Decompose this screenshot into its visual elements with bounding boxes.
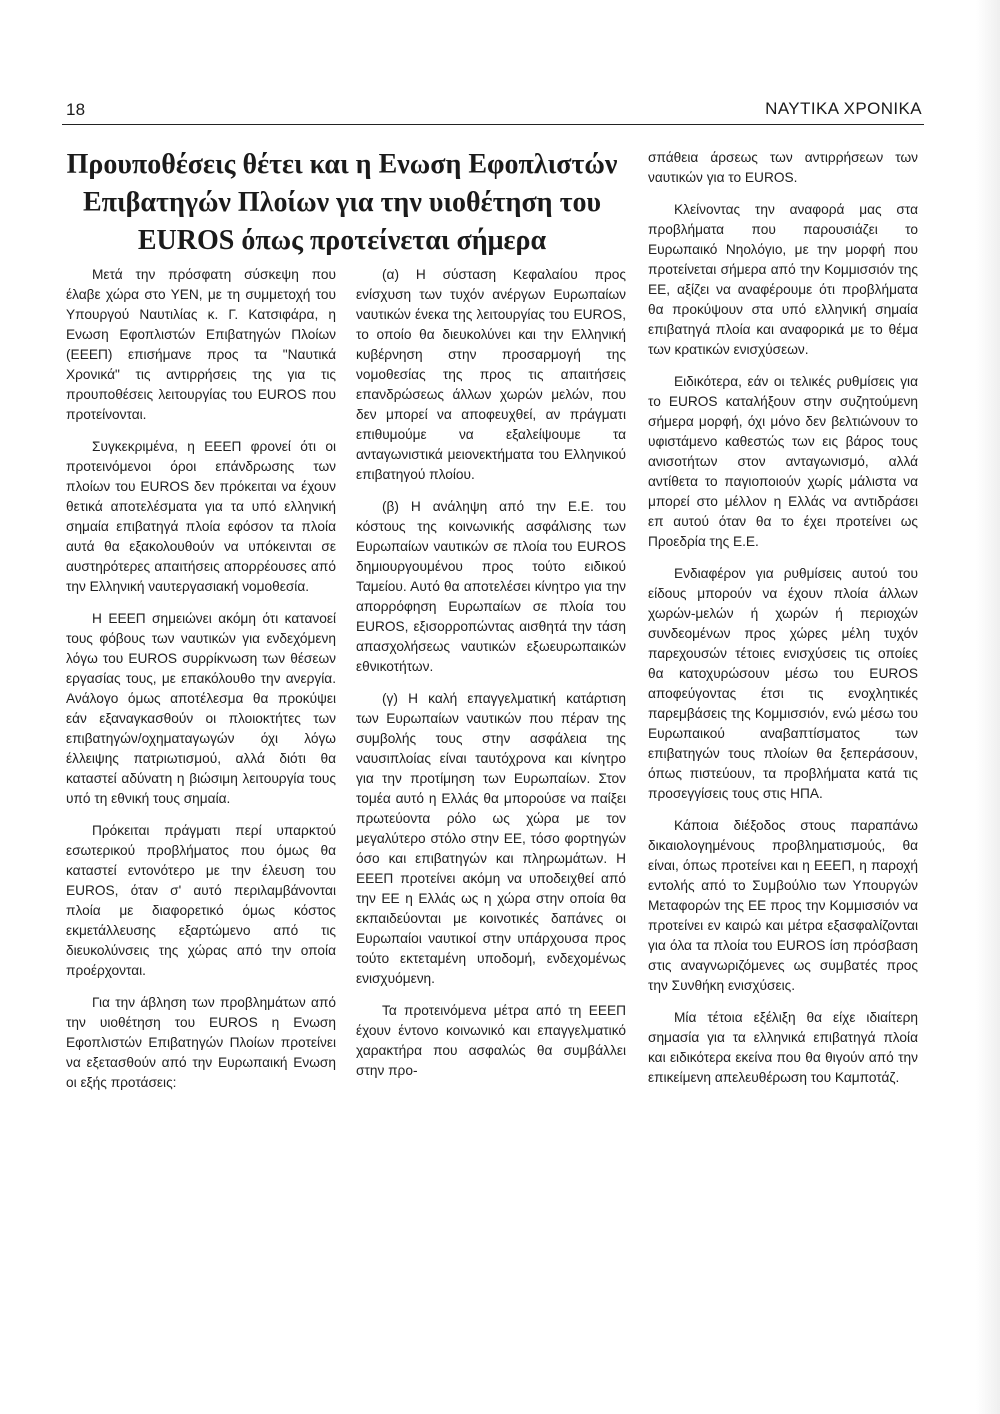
running-head: ΝΑΥΤΙΚΑ ΧΡΟΝΙΚΑ (765, 99, 922, 118)
paragraph: Ειδικότερα, εάν οι τελικές ρυθμίσεις για το EUROS καταλήξουν στην συζητούμενη σήμερα μορφή, όχι μόνο δεν βελτιώνουν το υφιστάμενο καθεστώς των εις βάρος τους ανισοτήτων στον ανταγωνισμό, αλλά αντίθετα το παγιοποιούν χωρίς μάλιστα να μπορεί στο μέλλον η Ελλάς να αντιδράσει επ αυτού όταν θα το έχει προτείνει ως Προεδρία της Ε.Ε. (648, 374, 918, 549)
headline-line: Προυποθέσεις θέτει και η Ενωση Εφοπλιστών (66, 149, 618, 180)
paragraph: Πρόκειται πράγματι περί υπαρκτού εσωτερικού προβλήματος που όμως θα καταστεί εντονότερο με την έλευση του EUROS, όταν σ' αυτό περιλαμβάνονται πλοία με διαφορετικό όμως κόστος εκμετάλλευσης εξαρτώμενο από τις διευκολύνσεις της χώρας από την οποία προέρχονται. (66, 823, 336, 978)
paragraph-continuation: σπάθεια άρσεως των αντιρρήσεων των ναυτικών για το EUROS. (648, 150, 918, 185)
paragraph: (γ) Η καλή επαγγελματική κατάρτιση των Ευρωπαίων ναυτικών που πέραν της συμβολής τους στην ασφάλεια της ναυσιπλοίας είναι ταυτόχρονα και κίνητρο για την προτίμηση των Ευρωπαίων. Στον τομέα αυτό η Ελλάς θα μπορούσε να παίξει πρωτεύοντα ρόλο ως χώρα με τον μεγαλύτερο στόλο στην ΕΕ, τόσο φορτηγών όσο και επιβατηγών και πληρωμάτων. Η ΕΕΕΠ προτείνει ακόμη να υποδειχθεί από την ΕΕ η Ελλάς ως η χώρα στην οποία θα εκπαιδεύονται με κοινοτικές δαπάνες οι Ευρωπαίοι ναυτικοί στην υπάρχουσα προς τούτο εκτεταμένη υποδομή, ενδεχομένως ενισχυόμενη. (356, 691, 626, 986)
scan-edge-shadow (976, 0, 1000, 1414)
paragraph: Η ΕΕΕΠ σημειώνει ακόμη ότι κατανοεί τους φόβους των ναυτικών για ενδεχόμενη λόγω του EUROS συρρίκνωση των θέσεων εργασίας τους, με επακόλουθο την ανεργία. Ανάλογο όμως αποτέλεσμα θα προκύψει εάν εξαναγκασθούν οι πλοιοκτήτες των επιβατηγών/οχηματαγωγών όχι λόγω έλλειψης πατριωτισμού, αλλά διότι θα καταστεί αδύνατη η βιώσιμη λειτουργία τους υπό τη εθνική τους σημαία. (66, 611, 336, 806)
paragraph: Κλείνοντας την αναφορά μας στα προβλήματα που παρουσιάζει το Ευρωπαικό Νηολόγιο, με την μορφή που προτείνεται σήμερα από την Κομμισσιόν της ΕΕ, αξίζει να αναφέρουμε ότι προβλήματα θα προκύψουν στα υπό ελληνική σημαία επιβατηγά πλοία και αναφορικά με το θέμα των κρατικών ενισχύσεων. (648, 202, 918, 357)
paragraph: Τα προτεινόμενα μέτρα από τη ΕΕΕΠ έχουν έντονο κοινωνικό και επαγγελματικό χαρακτήρα που ασφαλώς θα συμβάλλει στην προ- (356, 1003, 626, 1078)
paragraph: Για την άβληση των προβλημάτων από την υιοθέτηση του EUROS η Ενωση Εφοπλιστών Επιβατηγών Πλοίων προτείνει να εξετασθούν από την Ευρωπαική Ενωση οι εξής προτάσεις: (66, 995, 336, 1090)
text-column-1 (66, 265, 336, 1093)
paragraph: (β) Η ανάληψη από την Ε.Ε. του κόστους της κοινωνικής ασφάλισης των Ευρωπαίων ναυτικών σε πλοία του EUROS δημιουργουμένου προς τούτο ειδικού Ταμείου. Αυτό θα αποτελέσει κίνητρο για την απορρόφηση Ευρωπαίων σε πλοία του EUROS, εξισορροπώντας αισθητά την τάση απασχολήσεως ναυτικών εξωευρωπαικών εθνικοτήτων. (356, 499, 626, 674)
paragraph: Ενδιαφέρον για ρυθμίσεις αυτού του είδους μπορούν να έχουν πλοία άλλων χωρών-μελών ή χωρών ή περιοχών συνδεομένων προς χώρες μέλη τυχόν παρεχουσών τέτοιες ενισχύσεις τις οποίες θα κατοχυρώσουν μέσω του EUROS αποφεύγοντας έτσι τις ενοχλητικές παρεμβάσεις της Κομμισσιόν, ενώ μέσω του Ευρωπαικού αναβαπτίσματος των επιβατηγών τους πλοίων θα ξεπεράσουν, όπως πιστεύουν, τα προβλήματα κατά τις προσεγγίσεις τους στις ΗΠΑ. (648, 566, 918, 801)
paragraph: Κάποια διέξοδος στους παραπάνω δικαιολογημένους προβληματισμούς, θα είναι, όπως προτείνει και η ΕΕΕΠ, η παροχή εντολής από το Συμβούλιο των Υπουργών Μεταφορών της ΕΕ προς την Κομμισσιόν να προτείνει εν καιρώ και μέτρα εξασφαλίζονται για όλα τα πλοία του EUROS ίση πρόσβαση στις αναγνωριζόμενες ως συμβατές προς την Συνθήκη ενισχύσεις. (648, 818, 918, 993)
headline-line: Επιβατηγών Πλοίων για την υιοθέτηση του (82, 187, 602, 218)
page-number: 18 (66, 100, 86, 119)
text-column-3 (648, 148, 918, 1088)
headline-line: EUROS όπως προτείνεται σήμερα (137, 225, 547, 256)
text-column-2 (356, 265, 626, 1081)
article-headline (66, 146, 618, 260)
paragraph: Συγκεκριμένα, η ΕΕΕΠ φρονεί ότι οι προτεινόμενοι όροι επάνδρωσης των πλοίων του EUROS δεν πρόκειται να έχουν θετικά αποτελέσματα για τα υπό ελληνική σημαία επιβατηγά πλοία εφόσον τα πλοία αυτά θα εξακολουθούν να υπόκεινται σε αυστηρότερες απαιτήσεις απορρέουσες από την Ελληνική ναυτεργασιακή νομοθεσία. (66, 439, 336, 594)
header-rule (62, 124, 924, 125)
paragraph: Μετά την πρόσφατη σύσκεψη που έλαβε χώρα στο ΥΕΝ, με τη συμμετοχή του Υπουργού Ναυτιλίας κ. Γ. Κατσιφάρα, η Ενωση Εφοπλιστών Επιβατηγών Πλοίων (ΕΕΕΠ) επισήμανε προς τα "Ναυτικά Χρονικά" τις αντιρρήσεις της για τις προυποθέσεις λειτουργίας του EUROS που προτείνονται. (66, 267, 336, 422)
paragraph: Μία τέτοια εξέλιξη θα είχε ιδιαίτερη σημασία για τα ελληνικά επιβατηγά πλοία και ειδικότερα εκείνα που θα θιγούν από την επικείμενη απελευθέρωση του Καμποτάζ. (648, 1010, 918, 1085)
paragraph: (α) Η σύσταση Κεφαλαίου προς ενίσχυση των τυχόν ανέργων Ευρωπαίων ναυτικών ένεκα της λειτουργίας του EUROS, το οποίο θα διευκολύνει και την Ελληνική κυβέρνηση στην προσαρμογή της νομοθεσίας της προς τις απαιτήσεις επανδρώσεως άλλων χωρών μελών, που δεν μπορεί να αποφευχθεί, αν πράγματι επιθυμούμε να εξαλείψουμε τα ανταγωνιστικά μειονεκτήματα του Ελληνικού επιβατηγού πλοίου. (356, 267, 626, 482)
